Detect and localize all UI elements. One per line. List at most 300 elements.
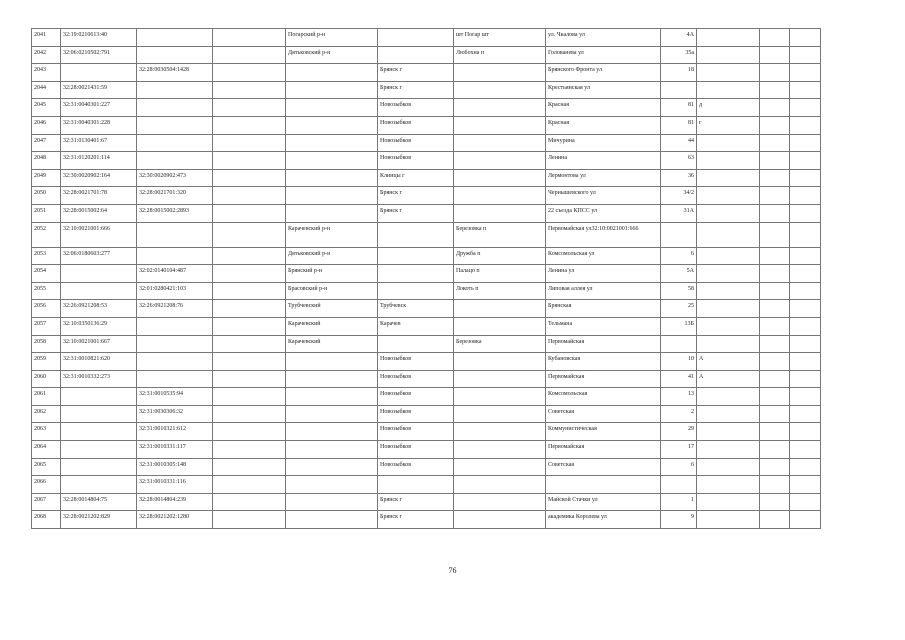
building-letter-cell [697,152,760,170]
extra-cell [213,353,286,371]
building-letter-cell [697,493,760,511]
extra-cell [213,458,286,476]
extra-cell-3 [790,423,821,441]
house-number-cell: 81 [661,116,697,134]
extra-cell-3 [790,335,821,353]
settlement-cell [454,458,546,476]
city-cell: Новозыбков [378,116,454,134]
extra-cell-3 [790,134,821,152]
extra-cell [213,282,286,300]
cadastral-number-cell [61,388,137,406]
extra-cell-2 [760,388,790,406]
extra-cell-2 [760,423,790,441]
cadastral-number-cell [61,64,137,82]
extra-cell-3 [790,458,821,476]
cadastral-number-2-cell [137,116,213,134]
settlement-cell: Палацо п [454,265,546,283]
street-cell: Брянская [546,300,661,318]
extra-cell [213,317,286,335]
cadastral-number-2-cell: 32:28:0021202:1280 [137,511,213,529]
cadastral-number-cell: 32:31:0120201:114 [61,152,137,170]
district-cell: Погарский р-н [286,29,378,47]
settlement-cell [454,388,546,406]
street-cell: Голованева ул [546,46,661,64]
cadastral-number-cell: 32:28:0021701:78 [61,187,137,205]
row-number-cell: 2052 [32,222,61,247]
house-number-cell: 10 [661,353,697,371]
extra-cell-2 [760,476,790,494]
city-cell: Новозыбков [378,441,454,459]
extra-cell [213,29,286,47]
settlement-cell [454,204,546,222]
street-cell: Лермонтова ул [546,169,661,187]
district-cell: Карачевский р-н [286,222,378,247]
extra-cell-3 [790,81,821,99]
street-cell: Советская [546,405,661,423]
row-number-cell: 2066 [32,476,61,494]
street-cell: Коммунистическая [546,423,661,441]
city-cell: Брянск г [378,81,454,99]
extra-cell [213,476,286,494]
settlement-cell [454,300,546,318]
district-cell [286,476,378,494]
house-number-cell: 35а [661,46,697,64]
settlement-cell: Березовка [454,335,546,353]
table-row [32,81,821,99]
row-number-cell: 2042 [32,46,61,64]
cadastral-number-cell: 32:26:0921208:53 [61,300,137,318]
district-cell [286,370,378,388]
extra-cell-3 [790,29,821,47]
cadastral-number-cell: 32:31:0040301:227 [61,99,137,117]
settlement-cell: Дружба п [454,247,546,265]
house-number-cell: 9 [661,511,697,529]
settlement-cell [454,152,546,170]
district-cell [286,423,378,441]
row-number-cell: 2046 [32,116,61,134]
extra-cell-2 [760,64,790,82]
district-cell: Карачевский [286,335,378,353]
district-cell [286,187,378,205]
cadastral-number-cell: 32:06:0180603:277 [61,247,137,265]
extra-cell-2 [760,370,790,388]
street-cell: Тельмана [546,317,661,335]
table-row [32,493,821,511]
settlement-cell: Березовка п [454,222,546,247]
city-cell: Новозыбков [378,388,454,406]
cadastral-number-cell: 32:28:0014804:75 [61,493,137,511]
extra-cell-2 [760,317,790,335]
row-number-cell: 2054 [32,265,61,283]
house-number-cell: 34/2 [661,187,697,205]
city-cell [378,265,454,283]
extra-cell-3 [790,476,821,494]
street-cell [546,476,661,494]
settlement-cell [454,64,546,82]
house-number-cell [661,476,697,494]
house-number-cell: 1 [661,493,697,511]
district-cell [286,169,378,187]
building-letter-cell: г [697,116,760,134]
row-number-cell: 2063 [32,423,61,441]
building-letter-cell [697,222,760,247]
table-row [32,247,821,265]
house-number-cell: 58 [661,282,697,300]
extra-cell [213,204,286,222]
extra-cell [213,46,286,64]
settlement-cell [454,511,546,529]
street-cell: Первомайская [546,370,661,388]
district-cell [286,493,378,511]
cadastral-number-cell [61,441,137,459]
cadastral-number-cell: 32:30:0020902:164 [61,169,137,187]
building-letter-cell [697,282,760,300]
cadastral-number-cell: 32:19:0210613:40 [61,29,137,47]
cadastral-number-cell [61,265,137,283]
extra-cell-3 [790,116,821,134]
city-cell: Новозыбков [378,423,454,441]
extra-cell-3 [790,300,821,318]
row-number-cell: 2043 [32,64,61,82]
row-number-cell: 2061 [32,388,61,406]
city-cell: Брянск г [378,493,454,511]
table-row [32,388,821,406]
table-row [32,204,821,222]
extra-cell [213,423,286,441]
district-cell [286,441,378,459]
house-number-cell: 81 [661,99,697,117]
settlement-cell [454,423,546,441]
district-cell: Брасовский р-н [286,282,378,300]
street-cell: ул. Чкалова ул [546,29,661,47]
cadastral-number-2-cell: 32:26:0921208:76 [137,300,213,318]
cadastral-number-2-cell: 32:31:0030306:32 [137,405,213,423]
cadastral-number-2-cell [137,353,213,371]
district-cell [286,64,378,82]
extra-cell [213,441,286,459]
row-number-cell: 2059 [32,353,61,371]
row-number-cell: 2064 [32,441,61,459]
cadastral-number-cell: 32:31:0010332:273 [61,370,137,388]
street-cell: Майской Стачки ул [546,493,661,511]
settlement-cell [454,441,546,459]
building-letter-cell [697,169,760,187]
district-cell: Дятьковский р-н [286,46,378,64]
extra-cell-3 [790,353,821,371]
extra-cell-3 [790,282,821,300]
city-cell [378,247,454,265]
cadastral-number-2-cell [137,222,213,247]
district-cell [286,152,378,170]
extra-cell [213,64,286,82]
table-row [32,222,821,247]
table-row [32,335,821,353]
street-cell: Кубановская [546,353,661,371]
cadastral-number-2-cell: 32:30:0020902:473 [137,169,213,187]
city-cell: Брянск г [378,204,454,222]
settlement-cell: Локоть п [454,282,546,300]
cadastral-number-cell: 32:10:0021001:666 [61,222,137,247]
cadastral-number-2-cell: 32:31:0010331:116 [137,476,213,494]
city-cell: Новозыбков [378,134,454,152]
row-number-cell: 2053 [32,247,61,265]
extra-cell-2 [760,81,790,99]
district-cell [286,81,378,99]
table-row [32,458,821,476]
house-number-cell: 2 [661,405,697,423]
extra-cell-3 [790,265,821,283]
street-cell: академика Королева ул [546,511,661,529]
settlement-cell [454,116,546,134]
table-row [32,169,821,187]
cadastral-number-2-cell: 32:02:0140104:487 [137,265,213,283]
extra-cell-2 [760,46,790,64]
street-cell: Комсомольская [546,388,661,406]
table-row [32,423,821,441]
table-row [32,353,821,371]
district-cell [286,405,378,423]
building-letter-cell [697,81,760,99]
extra-cell [213,335,286,353]
extra-cell [213,187,286,205]
extra-cell-2 [760,493,790,511]
cadastral-number-2-cell: 32:28:0015002:2893 [137,204,213,222]
cadastral-number-cell: 32:31:0040301:228 [61,116,137,134]
building-letter-cell: д [697,99,760,117]
extra-cell [213,134,286,152]
house-number-cell: 13 [661,388,697,406]
table-row [32,265,821,283]
city-cell: Трубчевск [378,300,454,318]
registry-table-body [32,29,821,529]
extra-cell-2 [760,511,790,529]
extra-cell-3 [790,317,821,335]
street-cell: Красная [546,116,661,134]
settlement-cell [454,134,546,152]
building-letter-cell [697,187,760,205]
settlement-cell: шт Погар шт [454,29,546,47]
city-cell: Новозыбков [378,152,454,170]
city-cell: Карачев [378,317,454,335]
building-letter-cell: А [697,353,760,371]
row-number-cell: 2060 [32,370,61,388]
settlement-cell [454,317,546,335]
table-row [32,370,821,388]
table-row [32,134,821,152]
cadastral-number-2-cell: 32:28:0014804:239 [137,493,213,511]
street-cell: Крестьянская ул [546,81,661,99]
building-letter-cell [697,29,760,47]
table-row [32,29,821,47]
cadastral-number-2-cell: 32:31:0010305:148 [137,458,213,476]
extra-cell-2 [760,247,790,265]
extra-cell-2 [760,353,790,371]
row-number-cell: 2055 [32,282,61,300]
building-letter-cell [697,204,760,222]
city-cell [378,335,454,353]
cadastral-number-cell: 32:28:0015002:64 [61,204,137,222]
extra-cell-2 [760,187,790,205]
table-row [32,64,821,82]
district-cell: Дятьковский р-н [286,247,378,265]
cadastral-number-cell: 32:31:0130401:67 [61,134,137,152]
extra-cell-2 [760,441,790,459]
street-cell: Мичурина [546,134,661,152]
row-number-cell: 2048 [32,152,61,170]
extra-cell [213,81,286,99]
cadastral-number-cell [61,405,137,423]
row-number-cell: 2049 [32,169,61,187]
street-cell: Комсомольская ул [546,247,661,265]
city-cell [378,29,454,47]
extra-cell-2 [760,300,790,318]
city-cell: Новозыбков [378,405,454,423]
settlement-cell [454,187,546,205]
extra-cell [213,511,286,529]
extra-cell-3 [790,247,821,265]
building-letter-cell [697,423,760,441]
extra-cell-2 [760,152,790,170]
house-number-cell: 41 [661,370,697,388]
cadastral-number-2-cell [137,46,213,64]
table-row [32,116,821,134]
row-number-cell: 2056 [32,300,61,318]
row-number-cell: 2062 [32,405,61,423]
cadastral-number-2-cell: 32:31:0010535:94 [137,388,213,406]
district-cell: Карачевский [286,317,378,335]
page-number: 76 [448,566,457,575]
street-cell: Ленина ул [546,265,661,283]
extra-cell [213,169,286,187]
house-number-cell [661,335,697,353]
city-cell [378,222,454,247]
city-cell: Новозыбков [378,458,454,476]
street-cell: Чернышевского ул [546,187,661,205]
settlement-cell [454,370,546,388]
settlement-cell [454,99,546,117]
street-cell: Красная [546,99,661,117]
row-number-cell: 2065 [32,458,61,476]
city-cell: Брянск г [378,187,454,205]
house-number-cell: 6 [661,247,697,265]
extra-cell-3 [790,493,821,511]
row-number-cell: 2051 [32,204,61,222]
house-number-cell: 6 [661,458,697,476]
cadastral-number-cell [61,458,137,476]
table-row [32,99,821,117]
cadastral-number-cell [61,423,137,441]
extra-cell-2 [760,222,790,247]
registry-table [31,28,821,529]
street-cell: Липовая аллея ул [546,282,661,300]
cadastral-number-cell: 32:28:0021431:59 [61,81,137,99]
table-row [32,300,821,318]
extra-cell [213,388,286,406]
table-row [32,282,821,300]
extra-cell-3 [790,99,821,117]
city-cell [378,46,454,64]
building-letter-cell [697,458,760,476]
row-number-cell: 2050 [32,187,61,205]
building-letter-cell [697,441,760,459]
cadastral-number-2-cell: 32:31:0010321:612 [137,423,213,441]
settlement-cell [454,405,546,423]
table-row [32,476,821,494]
table-row [32,317,821,335]
table-row [32,511,821,529]
cadastral-number-cell: 32:10:0021001:667 [61,335,137,353]
house-number-cell: 13Б [661,317,697,335]
cadastral-number-2-cell [137,247,213,265]
extra-cell-3 [790,222,821,247]
district-cell [286,388,378,406]
building-letter-cell [697,388,760,406]
city-cell: Новозыбков [378,370,454,388]
settlement-cell [454,493,546,511]
city-cell: Новозыбков [378,353,454,371]
extra-cell [213,265,286,283]
district-cell: Трубчевский [286,300,378,318]
cadastral-number-cell: 32:10:0350136:29 [61,317,137,335]
building-letter-cell [697,46,760,64]
street-cell: Первомайская ул32:10:0021001:666 [546,222,661,247]
district-cell [286,458,378,476]
extra-cell-2 [760,99,790,117]
building-letter-cell [697,335,760,353]
extra-cell-2 [760,116,790,134]
extra-cell [213,493,286,511]
extra-cell-2 [760,265,790,283]
cadastral-number-2-cell: 32:31:0010331:117 [137,441,213,459]
settlement-cell [454,476,546,494]
house-number-cell: 36 [661,169,697,187]
street-cell: Советская [546,458,661,476]
cadastral-number-cell: 32:31:0010821:620 [61,353,137,371]
city-cell [378,282,454,300]
row-number-cell: 2068 [32,511,61,529]
building-letter-cell [697,247,760,265]
extra-cell-2 [760,282,790,300]
settlement-cell: Любохна п [454,46,546,64]
cadastral-number-2-cell: 32:01:0280421:103 [137,282,213,300]
city-cell [378,476,454,494]
street-cell: Первомайская [546,441,661,459]
district-cell [286,511,378,529]
city-cell: Брянск г [378,511,454,529]
extra-cell [213,247,286,265]
cadastral-number-cell [61,282,137,300]
extra-cell [213,152,286,170]
street-cell: Ленина [546,152,661,170]
extra-cell-3 [790,204,821,222]
extra-cell-3 [790,169,821,187]
house-number-cell: 18 [661,64,697,82]
district-cell [286,134,378,152]
house-number-cell: 25 [661,300,697,318]
street-cell: Брянского Фронта ул [546,64,661,82]
table-row [32,405,821,423]
house-number-cell: 63 [661,152,697,170]
cadastral-number-2-cell [137,81,213,99]
cadastral-number-2-cell [137,99,213,117]
row-number-cell: 2047 [32,134,61,152]
table-row [32,187,821,205]
extra-cell-2 [760,29,790,47]
cadastral-number-2-cell [137,317,213,335]
street-cell: 22 съезда КПСС ул [546,204,661,222]
building-letter-cell [697,511,760,529]
cadastral-number-cell: 32:06:0210502:791 [61,46,137,64]
